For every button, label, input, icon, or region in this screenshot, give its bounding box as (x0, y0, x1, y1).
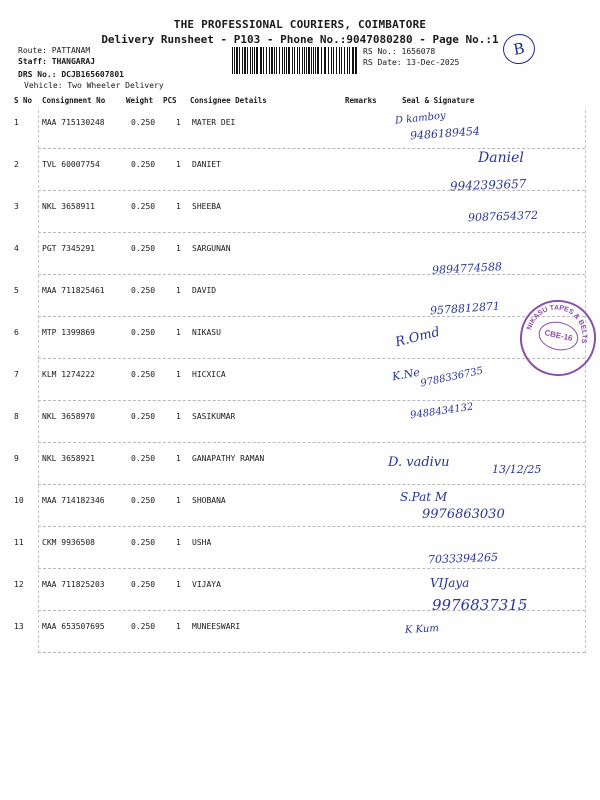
circled-page-mark: B (501, 31, 538, 66)
consignment-number: KLM 1274222 (42, 370, 95, 379)
barcode-bar (234, 47, 235, 74)
barcode-bar (254, 47, 255, 74)
barcode-bar (333, 47, 334, 74)
table-row (14, 274, 585, 317)
pieces-count: 1 (176, 244, 181, 253)
consignee-name: SHEEBA (192, 202, 221, 211)
barcode-bar (274, 47, 275, 74)
row-sno: 12 (14, 580, 24, 589)
consignment-number: NKL 3658921 (42, 454, 95, 463)
barcode-bar (279, 47, 280, 74)
row-sno: 3 (14, 202, 19, 211)
handwritten-signature: D kamboy (394, 110, 447, 127)
consignment-number: NKL 3658911 (42, 202, 95, 211)
weight-value: 0.250 (131, 286, 156, 295)
barcode-bar (317, 47, 319, 74)
barcode-bar (260, 47, 262, 74)
col-remarks: Remarks (345, 96, 377, 105)
consignee-name: GANAPATHY RAMAN (192, 454, 265, 463)
barcode-bar (288, 47, 290, 74)
weight-value: 0.250 (131, 454, 156, 463)
col-consignment: Consignment No (42, 96, 106, 105)
weight-value: 0.250 (131, 622, 156, 631)
pieces-count: 1 (176, 580, 181, 589)
weight-value: 0.250 (131, 328, 156, 337)
row-sno: 11 (14, 538, 24, 547)
col-sno: S No (14, 96, 33, 105)
consignee-name: SHOBANA (192, 496, 226, 505)
barcode-bar (244, 47, 246, 74)
barcode-bar (242, 47, 243, 74)
row-sno: 10 (14, 496, 24, 505)
pieces-count: 1 (176, 622, 181, 631)
rs-number: RS No.: 1656078 (363, 47, 436, 56)
consignment-number: MTP 1399869 (42, 328, 95, 337)
handwritten-date: 13/12/25 (492, 463, 542, 476)
pieces-count: 1 (176, 496, 181, 505)
consignee-name: HICXICA (192, 370, 226, 379)
handwritten-phone: 9894774588 (431, 260, 503, 277)
handwritten-signature: K.Ne (391, 365, 421, 384)
consignee-name: MATER DEI (192, 118, 236, 127)
pieces-count: 1 (176, 160, 181, 169)
handwritten-phone: 9578812871 (429, 299, 501, 318)
barcode-bar (276, 47, 277, 74)
table-row (14, 526, 585, 569)
handwritten-phone: 9976837315 (432, 596, 528, 614)
pieces-count: 1 (176, 370, 181, 379)
table-row (14, 400, 585, 443)
table-row (14, 316, 585, 359)
col-weight: Weight (126, 96, 154, 105)
weight-value: 0.250 (131, 202, 156, 211)
barcode-bar (236, 47, 238, 74)
barcode-bar (297, 47, 298, 74)
barcode-bar (315, 47, 316, 74)
consignment-number: NKL 3658970 (42, 412, 95, 421)
weight-value: 0.250 (131, 538, 156, 547)
row-sno: 5 (14, 286, 19, 295)
consignee-name: NIKASU (192, 328, 221, 337)
barcode (232, 47, 358, 74)
barcode-bar (313, 47, 314, 74)
pieces-count: 1 (176, 118, 181, 127)
barcode-bar (339, 47, 340, 74)
barcode-bar (308, 47, 310, 74)
company-name: THE PROFESSIONAL COURIERS, COIMBATORE (173, 18, 427, 31)
barcode-bar (292, 47, 293, 74)
handwritten-signature: Daniel (478, 150, 524, 166)
consignment-number: MAA 653507695 (42, 622, 105, 631)
handwritten-phone: 9788336735 (419, 365, 485, 390)
barcode-bar (324, 47, 326, 74)
handwritten-phone: 9942393657 (449, 176, 527, 194)
staff-label: Staff: THANGARAJ (18, 57, 96, 66)
barcode-bar (294, 47, 295, 74)
col-pcs: PCS (163, 96, 177, 105)
handwritten-phone: 9488434132 (409, 401, 475, 422)
stamp-ring-text: NIKASU TAPES & BELTS (526, 304, 588, 344)
barcode-bar (349, 47, 350, 74)
handwritten-phone: 9976863030 (422, 507, 505, 522)
stamp-center-text: CBE-16 (536, 318, 581, 354)
weight-value: 0.250 (131, 160, 156, 169)
rs-date: RS Date: 13-Dec-2025 (363, 58, 460, 67)
table-row (14, 232, 585, 275)
barcode-bar (284, 47, 285, 74)
consignment-number: MAA 711825461 (42, 286, 105, 295)
row-sno: 8 (14, 412, 19, 421)
barcode-bar (269, 47, 270, 74)
barcode-bar (282, 47, 283, 74)
table-row (14, 106, 585, 149)
barcode-bar (252, 47, 253, 74)
consignee-name: DANIET (192, 160, 221, 169)
barcode-bar (304, 47, 305, 74)
barcode-bar (302, 47, 303, 74)
route-label: Route: PATTANAM (18, 46, 91, 55)
row-sno: 7 (14, 370, 19, 379)
barcode-bar (239, 47, 240, 74)
barcode-bar (355, 47, 357, 74)
pieces-count: 1 (176, 454, 181, 463)
barcode-bar (336, 47, 337, 74)
row-sno: 1 (14, 118, 19, 127)
pieces-count: 1 (176, 202, 181, 211)
barcode-bar (352, 47, 354, 74)
pieces-count: 1 (176, 286, 181, 295)
weight-value: 0.250 (131, 370, 156, 379)
barcode-bar (344, 47, 345, 74)
consignment-number: TVL 60007754 (42, 160, 100, 169)
handwritten-signature: K Kum (404, 623, 440, 636)
barcode-bar (299, 47, 300, 74)
barcode-bar (250, 47, 251, 74)
vehicle-label: Vehicle: Two Wheeler Delivery (24, 81, 164, 90)
barcode-bar (247, 47, 248, 74)
barcode-bar (266, 47, 267, 74)
handwritten-phone: 9087654372 (467, 208, 539, 225)
barcode-bar (341, 47, 342, 74)
barcode-bar (347, 47, 348, 74)
barcode-bar (286, 47, 287, 74)
weight-value: 0.250 (131, 412, 156, 421)
weight-value: 0.250 (131, 244, 156, 253)
table-row (14, 358, 585, 401)
row-sno: 9 (14, 454, 19, 463)
handwritten-signature: R.Omd (393, 324, 442, 351)
barcode-bar (321, 47, 322, 74)
row-sno: 4 (14, 244, 19, 253)
weight-value: 0.250 (131, 496, 156, 505)
handwritten-signature: VIJaya (430, 576, 470, 590)
col-seal-signature: Seal & Signature (402, 96, 475, 105)
col-consignee: Consignee Details (190, 96, 267, 105)
barcode-bar (256, 47, 258, 74)
column-divider (585, 110, 586, 653)
drs-number: DRS No.: DCJB165607801 (18, 70, 124, 79)
table-row (14, 610, 585, 653)
row-sno: 13 (14, 622, 24, 631)
consignee-name: SARGUNAN (192, 244, 231, 253)
consignment-number: CKM 9936508 (42, 538, 95, 547)
consignment-number: PGT 7345291 (42, 244, 95, 253)
handwritten-signature: D. vadivu (388, 455, 450, 470)
handwritten-signature: S.Pat M (400, 490, 448, 504)
pieces-count: 1 (176, 328, 181, 337)
handwritten-phone: 7033394265 (427, 550, 499, 567)
handwritten-phone: 9486189454 (409, 124, 481, 143)
barcode-bar (331, 47, 332, 74)
consignee-name: MUNEESWARI (192, 622, 241, 631)
barcode-bar (263, 47, 264, 74)
row-sno: 2 (14, 160, 19, 169)
consignment-number: MAA 711825203 (42, 580, 105, 589)
consignment-number: MAA 714182346 (42, 496, 105, 505)
barcode-bar (311, 47, 312, 74)
consignment-number: MAA 715130248 (42, 118, 105, 127)
barcode-bar (271, 47, 273, 74)
consignee-name: VIJAYA (192, 580, 221, 589)
runsheet-title: Delivery Runsheet - P103 - Phone No.:9047080280 - Page No.:1 (101, 33, 499, 46)
consignee-name: SASIKUMAR (192, 412, 236, 421)
consignee-name: DAVID (192, 286, 217, 295)
pieces-count: 1 (176, 412, 181, 421)
barcode-bar (232, 47, 233, 74)
barcode-bar (328, 47, 329, 74)
weight-value: 0.250 (131, 580, 156, 589)
weight-value: 0.250 (131, 118, 156, 127)
barcode-bar (306, 47, 307, 74)
row-sno: 6 (14, 328, 19, 337)
consignee-name: USHA (192, 538, 212, 547)
pieces-count: 1 (176, 538, 181, 547)
